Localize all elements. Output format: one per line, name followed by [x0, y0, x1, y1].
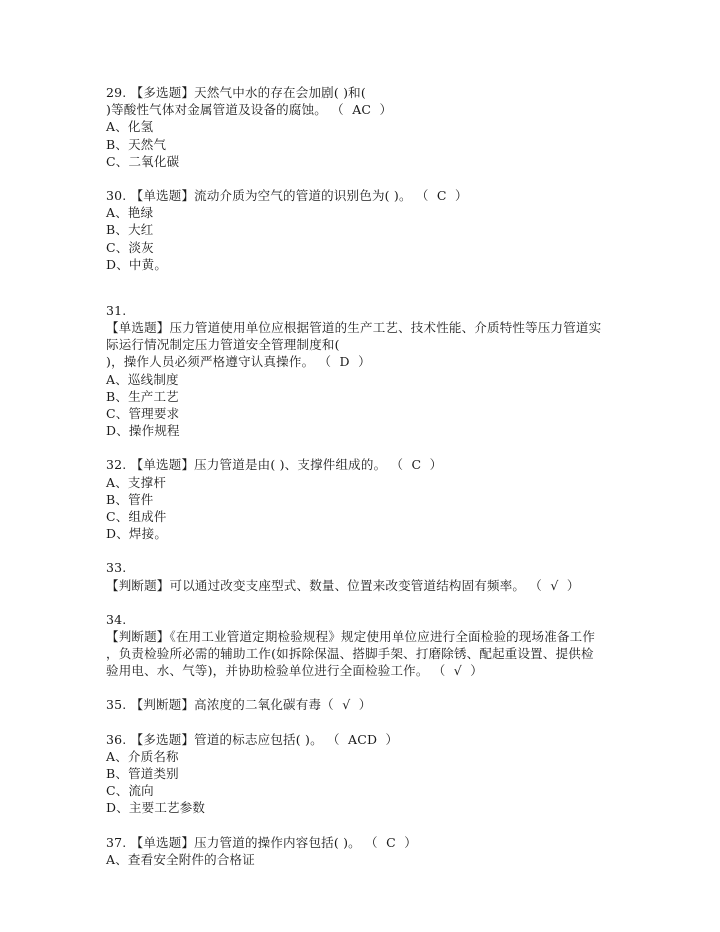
option-line: C、二氧化碳: [106, 153, 180, 169]
question-q37: [106, 834, 626, 868]
option-line: D、主要工艺参数: [106, 800, 206, 816]
option-line: B、大红: [106, 222, 154, 238]
option-line: A、介质名称: [106, 748, 179, 764]
question-q36: [106, 731, 626, 817]
question-text-line: ，负责检验所必需的辅助工作(如拆除保温、搭脚手架、打磨除锈、配起重设置、提供检: [106, 646, 594, 662]
question-text-line: 34.: [106, 611, 127, 627]
question-text-line: 【判断题】可以通过改变支座型式、数量、位置来改变管道结构固有频率。 （ √ ）: [106, 577, 580, 593]
question-text-line: )等酸性气体对金属管道及设备的腐蚀。 （ AC ）: [106, 102, 393, 118]
question-text-line: 【单选题】压力管道使用单位应根据管道的生产工艺、技术性能、介质特性等压力管道实: [106, 320, 602, 336]
question-text-line: 33.: [106, 560, 127, 576]
option-line: D、中黄。: [106, 256, 168, 272]
question-q31: [106, 302, 626, 440]
option-line: A、化氢: [106, 119, 154, 135]
option-line: D、操作规程: [106, 423, 180, 439]
option-line: D、焊接。: [106, 526, 168, 542]
option-line: C、淡灰: [106, 239, 154, 255]
question-q30: [106, 187, 626, 273]
option-line: A、支撑杆: [106, 474, 167, 490]
option-line: B、管件: [106, 491, 154, 507]
option-line: B、天然气: [106, 136, 167, 152]
option-line: A、查看安全附件的合格证: [106, 851, 255, 867]
question-q33: [106, 559, 626, 593]
option-line: B、生产工艺: [106, 388, 179, 404]
question-q34: [106, 611, 626, 680]
option-line: B、管道类别: [106, 766, 179, 781]
option-line: C、组成件: [106, 508, 167, 524]
question-text-line: 29. 【多选题】天然气中水的存在会加剧( )和(: [106, 85, 366, 100]
question-text-line: 35. 【判断题】高浓度的二氧化碳有毒（ √ ）: [106, 697, 372, 713]
option-line: C、管理要求: [106, 406, 180, 421]
question-text-line: 31.: [106, 302, 127, 318]
question-text-line: 36. 【多选题】管道的标志应包括( )。 （ ACD ）: [106, 731, 399, 747]
question-text-line: 【判断题】《在用工业管道定期检验规程》规定使用单位应进行全面检验的现场准备工作: [106, 628, 596, 644]
option-line: A、巡线制度: [106, 371, 179, 387]
question-q29: [106, 84, 626, 170]
option-line: A、艳绿: [106, 205, 154, 221]
question-text-line: 32. 【单选题】压力管道是由( )、支撑件组成的。 （ C ）: [106, 457, 443, 473]
exam-page: [106, 84, 626, 868]
question-text-line: 际运行情况制定压力管道安全管理制度和(: [106, 337, 340, 353]
question-text-line: )，操作人员必须严格遵守认真操作。 （ D ）: [106, 354, 371, 370]
option-line: C、流向: [106, 783, 154, 799]
question-text-line: 37. 【单选题】压力管道的操作内容包括( )。 （ C ）: [106, 834, 417, 850]
question-q32: [106, 456, 626, 542]
question-text-line: 验用电、水、气等)，并协助检验单位进行全面检验工作。 （ √ ）: [106, 663, 484, 679]
question-text-line: 30. 【单选题】流动介质为空气的管道的识别色为( )。 （ C ）: [106, 187, 468, 203]
question-q35: [106, 696, 626, 713]
